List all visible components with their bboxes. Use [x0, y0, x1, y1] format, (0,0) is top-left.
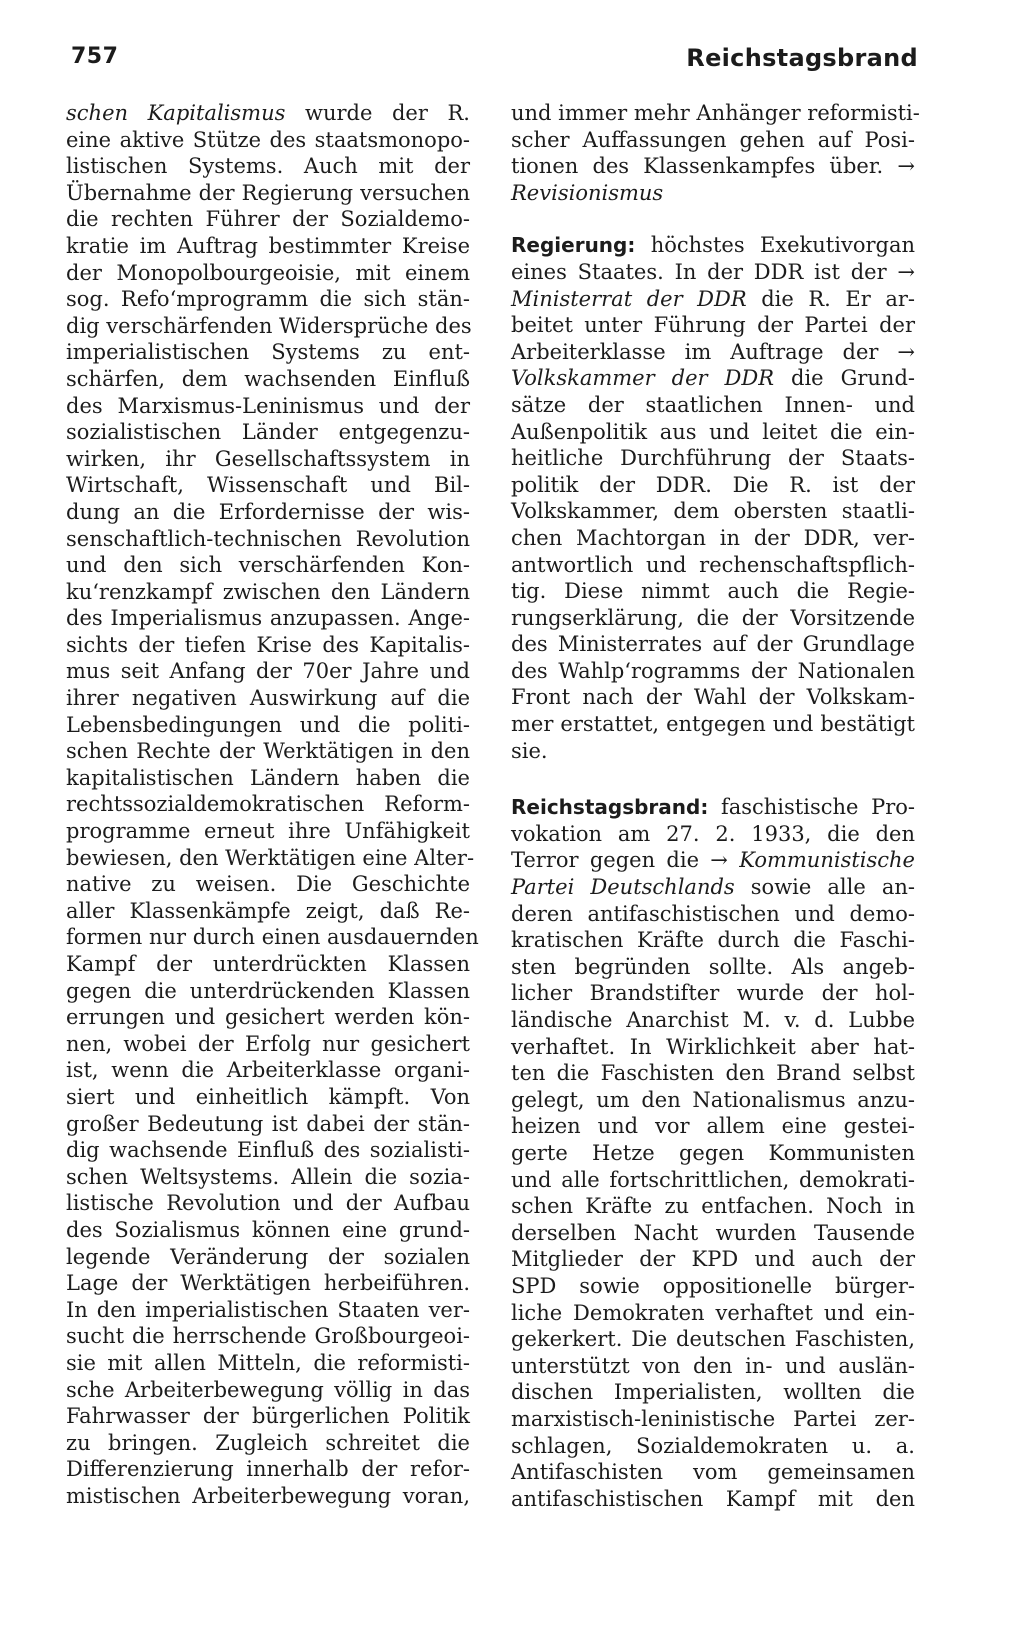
- cross-reference-term: Kommunistische: [739, 848, 915, 873]
- cross-reference-term: Partei Deutschlands: [511, 875, 735, 900]
- text-line: und immer mehr Anhänger reformisti-: [511, 101, 920, 125]
- entry-separator: [511, 206, 915, 232]
- text-line: senschaftlich-technischen Revolution: [66, 526, 470, 551]
- text-line: ten die Faschisten den Brand selbst: [511, 1061, 915, 1086]
- text-line: wirken, ihr Gesellschaftssystem in: [66, 446, 470, 471]
- text-line: derselben Nacht wurden Tausende: [511, 1220, 915, 1245]
- cross-reference-term: Revisionismus: [511, 180, 664, 205]
- text-line: scher Auffassungen gehen auf Posi-: [511, 127, 915, 152]
- text-line: die rechten Führer der Sozialdemo-: [66, 207, 470, 232]
- text-line: des Sozialismus können eine grund-: [66, 1217, 470, 1242]
- text-line: deren antifaschistischen und demo-: [511, 901, 915, 926]
- text-line: politik der DDR. Die R. ist der: [511, 472, 915, 497]
- text-line: vokation am 27. 2. 1933, die den: [511, 821, 915, 846]
- text-line: Differenzierung innerhalb der refor-: [66, 1457, 470, 1482]
- text-line: Arbeiterklasse im Auftrage der →: [511, 339, 915, 364]
- text-line: des Wahlpʻrogramms der Nationalen: [511, 658, 915, 683]
- text-line: sie.: [511, 738, 548, 763]
- text-line: Terror gegen die → Kommunistische: [511, 848, 915, 873]
- text-line: chen Machtorgan in der DDR, ver-: [511, 525, 915, 550]
- text-line: Partei Deutschlands sowie alle an-: [511, 875, 915, 900]
- text-line: eines Staates. In der DDR ist der →: [511, 259, 915, 284]
- text-line: rechtssozialdemokratischen Reform-: [66, 792, 470, 817]
- entry-keyword: Regierung:: [511, 233, 636, 258]
- text-line: listische Revolution und der Aufbau: [66, 1191, 470, 1216]
- cross-reference-term: Ministerrat der DDR: [511, 286, 747, 311]
- text-line: schen Kapitalismus wurde der R.: [66, 101, 470, 125]
- text-line: sog. Refoʻmprogramm die sich stän-: [66, 287, 470, 312]
- text-line: Lebensbedingungen und die politi-: [66, 712, 470, 737]
- entry-separator: [511, 764, 915, 794]
- text-line: nen, wobei der Erfolg nur gesichert: [66, 1031, 470, 1056]
- text-line: Reichstagsbrand: faschistische Pro-: [511, 795, 915, 820]
- text-line: gelegt, um den Nationalismus anzu-: [511, 1087, 915, 1112]
- text-line: aller Klassenkämpfe zeigt, daß Re-: [66, 898, 470, 923]
- text-line: sie mit allen Mitteln, die reformisti-: [66, 1350, 470, 1375]
- text-line: Ministerrat der DDR die R. Er ar-: [511, 286, 915, 311]
- text-line: mer erstattet, entgegen und bestätigt: [511, 712, 915, 737]
- text-line: kapitalistischen Ländern haben die: [66, 765, 470, 790]
- text-line: ist, wenn die Arbeiterklasse organi-: [66, 1058, 470, 1083]
- text-line: antifaschistischen Kampf mit den: [511, 1486, 915, 1511]
- text-line: großer Bedeutung ist dabei der stän-: [66, 1111, 470, 1136]
- text-line: heizen und vor allem eine gestei-: [511, 1114, 915, 1139]
- text-line: mus seit Anfang der 70er Jahre und: [66, 659, 470, 684]
- text-line: Lage der Werktätigen herbeiführen.: [66, 1271, 470, 1296]
- text-line: gerte Hetze gegen Kommunisten: [511, 1140, 915, 1165]
- page-number: 757: [71, 44, 119, 69]
- text-line: Regierung: höchstes Exekutivorgan: [511, 233, 915, 258]
- left-column: [66, 100, 479, 1509]
- text-line: und den sich verschärfenden Kon-: [66, 553, 470, 578]
- text-line: zu bringen. Zugleich schreitet die: [66, 1430, 470, 1455]
- text-line: listischen Systems. Auch mit der: [66, 154, 470, 179]
- text-line: formen nur durch einen ausdauernden: [66, 925, 479, 950]
- text-line: sche Arbeiterbewegung völlig in das: [66, 1377, 470, 1402]
- text-line: imperialistischen Systems zu ent-: [66, 340, 470, 365]
- text-line: programme erneut ihre Unfähigkeit: [66, 819, 470, 844]
- text-line: licher Brandstifter wurde der hol-: [511, 981, 915, 1006]
- text-line: dischen Imperialisten, wollten die: [511, 1380, 915, 1405]
- text-line: Übernahme der Regierung versuchen: [66, 180, 470, 205]
- text-line: Außenpolitik aus und leitet die ein-: [511, 419, 915, 444]
- text-line: sichts der tiefen Krise des Kapitalis-: [66, 632, 470, 657]
- text-line: unterstützt von den in- und auslän-: [511, 1353, 915, 1378]
- text-line: bewiesen, den Werktätigen eine Alter-: [66, 845, 475, 870]
- text-line: schen Rechte der Werktätigen in den: [66, 739, 470, 764]
- text-line: rungserklärung, die der Vorsitzende: [511, 605, 915, 630]
- text-line: marxistisch-leninistische Partei zer-: [511, 1406, 915, 1431]
- text-line: mistischen Arbeiterbewegung voran,: [66, 1483, 470, 1508]
- text-line: gekerkert. Die deutschen Faschisten,: [511, 1327, 915, 1352]
- text-line: Fahrwasser der bürgerlichen Politik: [66, 1404, 470, 1429]
- text-line: kratie im Auftrag bestimmter Kreise: [66, 233, 470, 258]
- text-line: sucht die herrschende Großbourgeoi-: [66, 1324, 470, 1349]
- text-line: Mitglieder der KPD und auch der: [511, 1247, 915, 1272]
- text-line: Volkskammer, dem obersten staatli-: [511, 499, 915, 524]
- text-line: dig wachsende Einfluß des sozialisti-: [66, 1138, 470, 1163]
- text-line: des Ministerrates auf der Grundlage: [511, 632, 915, 657]
- text-line: dig verschärfenden Widersprüche des: [66, 313, 472, 338]
- text-line: des Imperialismus anzupassen. Ange-: [66, 606, 470, 631]
- text-line: kuʻrenzkampf zwischen den Ländern: [66, 579, 470, 604]
- text-line: tig. Diese nimmt auch die Regie-: [511, 579, 915, 604]
- text-line: liche Demokraten verhaftet und ein-: [511, 1300, 915, 1325]
- text-line: In den imperialistischen Staaten ver-: [66, 1297, 470, 1322]
- text-line: siert und einheitlich kämpft. Von: [66, 1084, 470, 1109]
- cross-reference-term: schen Kapitalismus: [66, 101, 286, 125]
- text-line: Antifaschisten vom gemeinsamen: [511, 1460, 915, 1485]
- text-line: gegen die unterdrückenden Klassen: [66, 978, 470, 1003]
- text-line: schärfen, dem wachsenden Einfluß: [66, 366, 470, 391]
- text-line: sten begründen sollte. Als angeb-: [511, 954, 915, 979]
- right-column: [511, 100, 920, 1512]
- cross-reference-term: Volkskammer der DDR: [511, 366, 775, 391]
- text-line: errungen und gesichert werden kön-: [66, 1005, 470, 1030]
- text-line: schen Kräfte zu entfachen. Noch in: [511, 1194, 915, 1219]
- text-line: und alle fortschrittlichen, demokrati-: [511, 1167, 915, 1192]
- text-line: der Monopolbourgeoisie, mit einem: [66, 260, 470, 285]
- text-line: legende Veränderung der sozialen: [66, 1244, 470, 1269]
- entry-keyword: Reichstagsbrand:: [511, 795, 709, 820]
- text-line: schen Weltsystems. Allein die sozia-: [66, 1164, 470, 1189]
- text-line: ländische Anarchist M. v. d. Lubbe: [511, 1008, 915, 1032]
- text-line: Volkskammer der DDR die Grund-: [511, 366, 915, 391]
- text-line: tionen des Klassenkampfes über. →: [511, 154, 915, 179]
- text-line: sätze der staatlichen Innen- und: [511, 392, 915, 417]
- text-line: ihrer negativen Auswirkung auf die: [66, 686, 470, 711]
- text-line: native zu weisen. Die Geschichte: [66, 872, 470, 897]
- running-head: Reichstagsbrand: [686, 44, 918, 72]
- text-line: verhaftet. In Wirklichkeit aber hat-: [511, 1034, 915, 1059]
- text-line: kratischen Kräfte durch die Faschi-: [511, 928, 915, 953]
- text-line: Front nach der Wahl der Volkskam-: [511, 685, 915, 710]
- text-line: Wirtschaft, Wissenschaft und Bil-: [66, 473, 470, 498]
- text-line: [511, 180, 915, 207]
- text-line: antwortlich und rechenschaftspflich-: [511, 552, 915, 577]
- text-line: Kampf der unterdrückten Klassen: [66, 952, 470, 976]
- text-line: heitliche Durchführung der Staats-: [511, 446, 915, 471]
- text-line: dung an die Erfordernisse der wis-: [66, 499, 470, 524]
- text-line: beitet unter Führung der Partei der: [511, 313, 915, 338]
- text-line: eine aktive Stütze des staatsmonopo-: [66, 127, 470, 152]
- text-line: schlagen, Sozialdemokraten u. a.: [511, 1433, 915, 1458]
- text-line: sozialistischen Länder entgegenzu-: [66, 420, 470, 445]
- text-line: SPD sowie oppositionelle bürger-: [511, 1273, 915, 1298]
- text-line: des Marxismus-Leninismus und der: [66, 393, 470, 418]
